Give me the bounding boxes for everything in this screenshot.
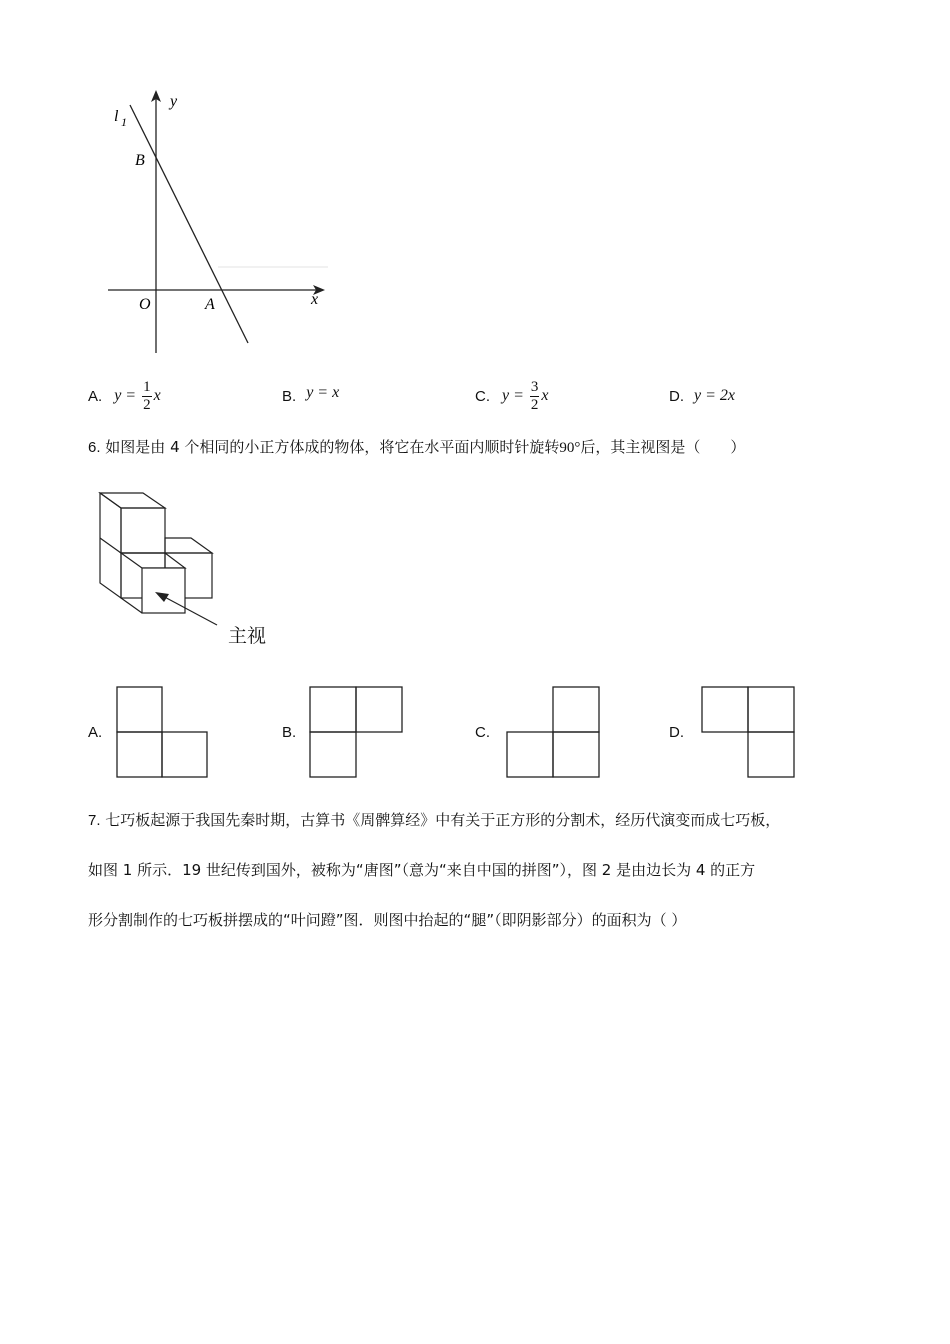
- option-letter: C.: [475, 387, 490, 405]
- question-text-end: 后，其主视图是（ ）: [580, 438, 746, 456]
- q5-option-c[interactable]: [475, 374, 549, 418]
- option-letter: D.: [669, 387, 684, 405]
- fraction-denominator: 2: [143, 396, 151, 413]
- cube-edge: [100, 538, 121, 553]
- expression-lhs: y =: [502, 386, 524, 404]
- fraction-numerator: 3: [530, 378, 539, 395]
- point-a-label: A: [205, 296, 215, 313]
- line-label-subscript: 1: [121, 115, 127, 129]
- expression-variable: x: [541, 386, 549, 404]
- q6-option-a-figure[interactable]: [116, 686, 210, 780]
- line-label: l: [114, 108, 119, 125]
- question-6: [88, 437, 745, 458]
- q6-option-d-letter[interactable]: D.: [669, 724, 684, 741]
- q6-option-c-figure[interactable]: [506, 686, 602, 780]
- x-axis-label: x: [311, 291, 319, 308]
- option-d-expression: y = 2x: [694, 387, 735, 404]
- expression-lhs: y =: [114, 386, 137, 404]
- question-7-line-2: 如图 1 所示．19 世纪传到国外，被称为“唐图”（意为“来自中国的拼图”），图 2 是由边长为 4 的正方: [88, 861, 756, 879]
- y-axis-label: y: [170, 93, 178, 110]
- q6-option-b-letter[interactable]: B.: [282, 724, 297, 741]
- option-a-expression: [114, 379, 161, 414]
- option-c-expression: [502, 379, 549, 414]
- question-number: 6.: [88, 439, 101, 456]
- option-letter: B.: [282, 387, 297, 405]
- cube-front-upper: [121, 508, 165, 553]
- question-7-line-1: [88, 810, 780, 831]
- q6-option-a-letter[interactable]: A.: [88, 724, 103, 741]
- origin-label: O: [139, 296, 151, 313]
- expression-variable: x: [153, 386, 161, 404]
- option-letter: A.: [88, 387, 103, 405]
- q6-option-c-letter[interactable]: C.: [475, 724, 490, 741]
- question-number: 7.: [88, 812, 101, 829]
- question-7-line-3: 形分割制作的七巧板拼摆成的“叶问蹬”图．则图中抬起的“腿”（即阴影部分）的面积为（ ）: [88, 911, 687, 929]
- fraction-denominator: 2: [530, 396, 539, 413]
- fraction: [142, 379, 152, 414]
- q6-option-b-figure[interactable]: [309, 686, 405, 780]
- cube-front-protrude: [142, 568, 185, 613]
- view-direction-label: 主视: [228, 625, 267, 647]
- coordinate-graph: [100, 85, 340, 360]
- q5-option-a[interactable]: [88, 374, 161, 418]
- cube-right-top: [165, 538, 212, 553]
- cube-front-top: [121, 553, 185, 568]
- question-text: 七巧板起源于我国先秦时期，古算书《周髀算经》中有关于正方形的分割术，经历代演变而成七巧板，: [105, 811, 781, 829]
- option-b-expression: y = x: [306, 384, 340, 401]
- cube-edge: [121, 598, 142, 613]
- fraction-numerator: 1: [143, 378, 151, 395]
- rotation-angle: 90°: [559, 440, 581, 456]
- fraction: [530, 379, 540, 414]
- q5-option-d[interactable]: [669, 374, 735, 418]
- question-text: 如图是由 4 个相同的小正方体成的物体，将它在水平面内顺时针旋转: [105, 438, 560, 456]
- q5-option-b[interactable]: [282, 374, 339, 418]
- point-b-label: B: [135, 152, 145, 169]
- q6-option-d-figure[interactable]: [701, 686, 797, 780]
